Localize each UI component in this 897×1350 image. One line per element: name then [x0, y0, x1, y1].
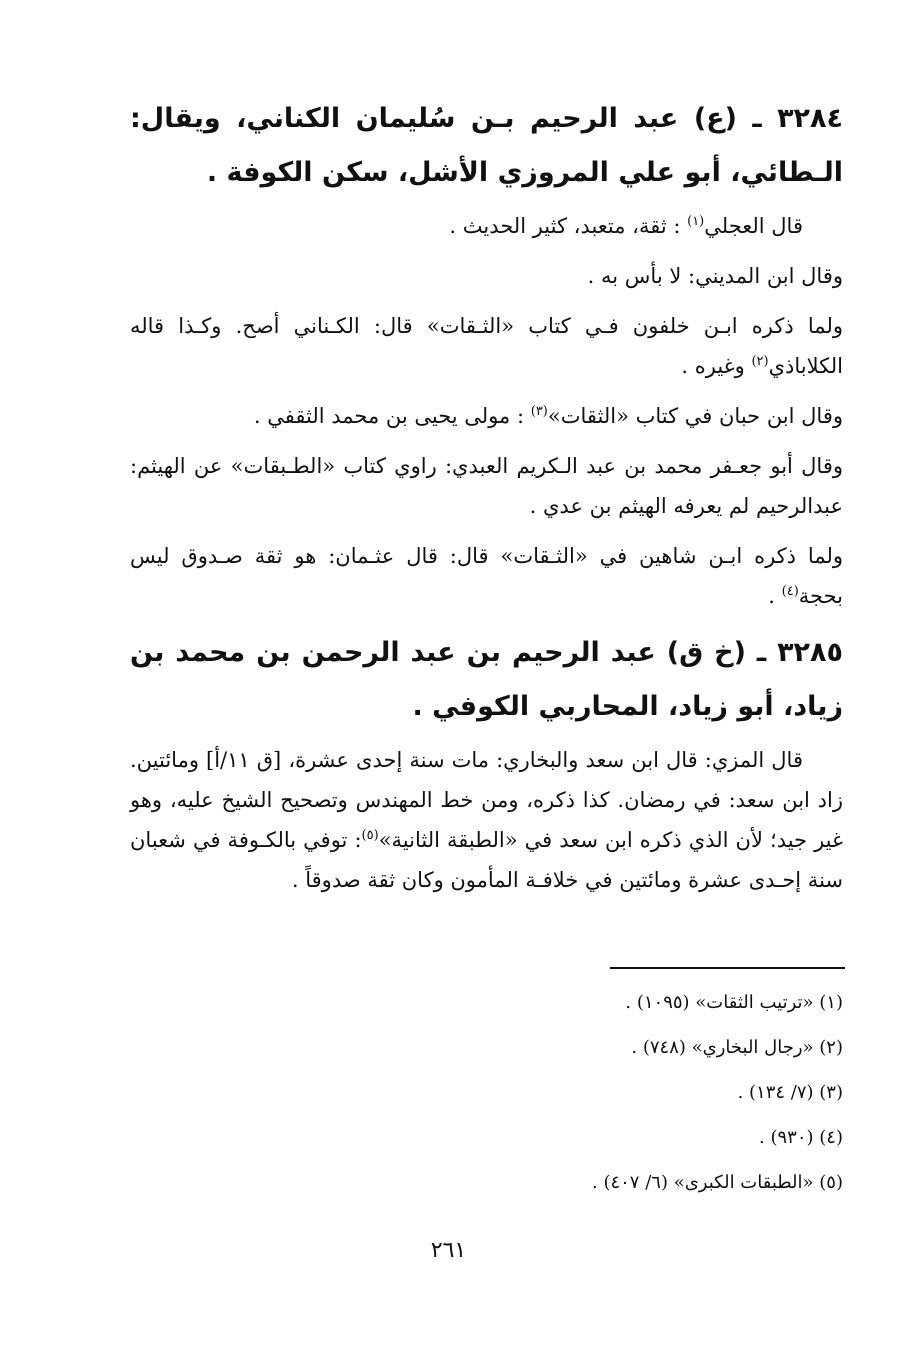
text: وغيره .: [681, 354, 752, 378]
text: ولما ذكره ابـن خلفون فـي كتاب «الثـقات» قال: الكـناني أصح. وكـذا قاله الكلاباذي: [130, 314, 843, 378]
text: وقال ابن حبان في كتاب «الثقات»: [547, 404, 843, 428]
footnote-divider: [610, 967, 845, 969]
paragraph-khalfun: [130, 306, 843, 386]
paragraph-abdi: وقال أبو جعـفر محمد بن عبد الـكريم العبدي: راوي كتاب «الطـبقات» عن الهيثم: عبدالرحيم لم يعرفه الهيثم بن عدي .: [130, 454, 843, 518]
paragraph-hibban: [130, 396, 843, 436]
text: : ثقة، متعبد، كثير الحديث .: [449, 214, 688, 238]
paragraph-mizzi: [130, 740, 843, 900]
text: : توفي بالكـوفة في شعبان سنة إحـدى عشرة ومائتين في خلافـة المأمون وكان ثقة صدوقاً .: [130, 828, 843, 892]
footnote-ref-4: (٤): [781, 584, 799, 599]
text: : مولى يحيى بن محمد الثقفي .: [253, 404, 531, 428]
footnote-2: (٢) «رجال البخاري» (٧٤٨) .: [631, 1037, 843, 1058]
footnote-ref-5: (٥): [361, 828, 379, 843]
text: .: [768, 584, 782, 608]
paragraph-madini: وقال ابن المديني: لا بأس به .: [587, 264, 843, 288]
footnote-5: (٥) «الطبقات الكبرى» (٦/ ٤٠٧) .: [592, 1172, 843, 1193]
footnote-ref-3: (٣): [530, 404, 548, 419]
page-number: ٢٦١: [430, 1238, 467, 1263]
footnote-4: (٤) (٩٣٠) .: [759, 1127, 843, 1148]
footnote-1: (١) «ترتيب الثقات» (١٠٩٥) .: [625, 992, 843, 1013]
entry-heading-3285: ٣٢٨٥ ـ (خ ق) عبد الرحيم بن عبد الرحمن بن محمد بن زياد، أبو زياد، المحاربي الكوفي .: [130, 637, 843, 722]
footnote-ref-1: (١): [687, 214, 705, 229]
paragraph-shahin: [130, 536, 843, 616]
footnote-3: (٣) (٧/ ١٣٤) .: [737, 1082, 843, 1103]
text: ولما ذكره ابـن شاهين في «الثـقات» قال: قال عثـمان: هو ثقة صـدوق ليس بحجة: [130, 544, 843, 608]
page-body: [130, 92, 843, 910]
footnote-ref-2: (٢): [751, 354, 769, 369]
entry-heading-3284: ٣٢٨٤ ـ (ع) عبد الرحيم بـن سُليمان الكناني، ويقال: الـطائي، أبو علي المروزي الأشل، سكن الكوفة .: [130, 103, 843, 188]
text: قال العجلي: [704, 214, 803, 238]
text: قال المزي: قال ابن سعد والبخاري: مات سنة إحدى عشرة، [ق ١١/أ] ومائتين. زاد ابن سعد: في رمضان. كذا ذكره، ومن خط المهندس وتصحيح الشيخ عليه، وهو غير جيد؛ لأن الذي ذكره ابن سعد في «الطبقة الثانية»: [130, 748, 843, 852]
footnotes: [130, 980, 843, 1205]
paragraph-ijli: [130, 206, 843, 246]
